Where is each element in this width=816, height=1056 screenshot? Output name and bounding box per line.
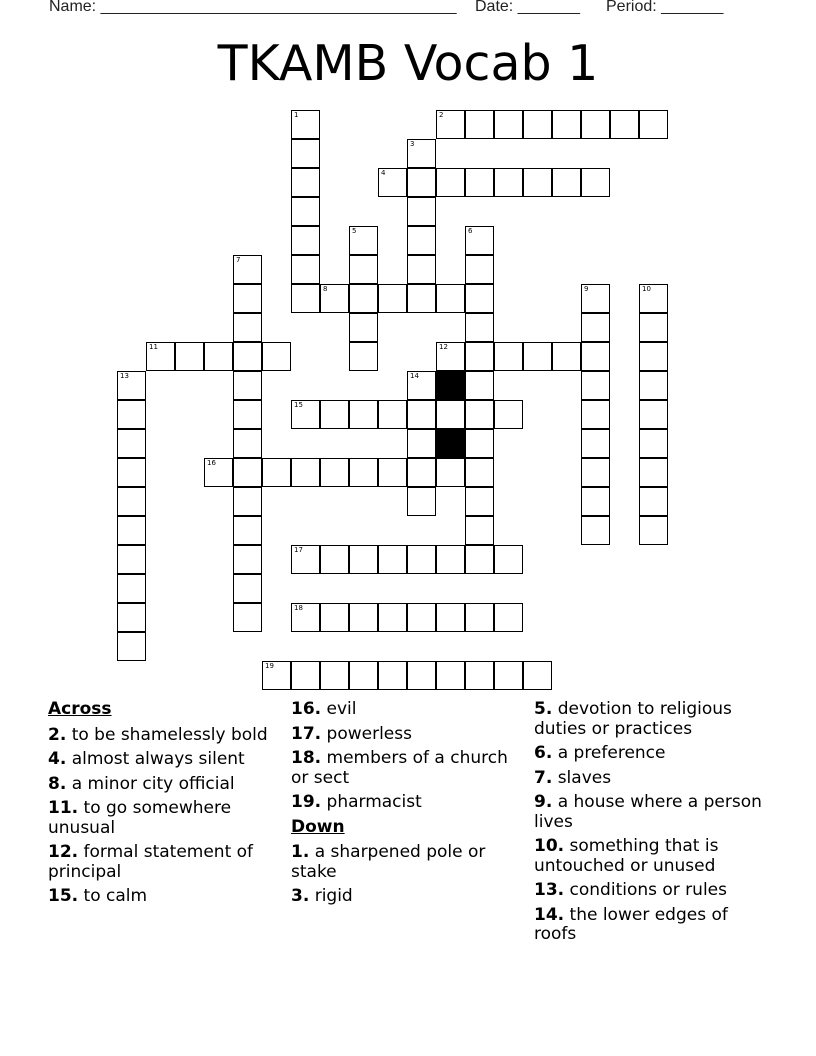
grid-cell[interactable] [465, 545, 494, 574]
down-heading: Down [291, 816, 345, 837]
grid-cell[interactable] [639, 371, 668, 400]
grid-cell[interactable] [233, 429, 262, 458]
grid-cell[interactable] [291, 255, 320, 284]
clue-num: 9. [534, 792, 553, 812]
across-clue [48, 775, 280, 795]
clue-num: 8. [48, 773, 67, 794]
clue-number: 7 [236, 256, 241, 264]
blocked-cell [436, 371, 465, 400]
grid-cell[interactable] [494, 545, 523, 574]
grid-cell[interactable] [146, 342, 175, 371]
grid-cell[interactable] [436, 545, 465, 574]
grid-cell[interactable] [407, 487, 436, 516]
clue-num: 3. [291, 886, 310, 906]
grid-cell[interactable] [523, 168, 552, 197]
grid-cell[interactable] [494, 168, 523, 197]
grid-cell[interactable] [349, 255, 378, 284]
clue-number: 14 [410, 372, 419, 380]
grid-cell[interactable] [494, 400, 523, 429]
clue-num: 19. [291, 792, 322, 812]
grid-cell[interactable] [320, 661, 349, 690]
clue-number: 3 [410, 140, 415, 148]
grid-cell[interactable] [639, 516, 668, 545]
clue-num: 18. [291, 748, 322, 768]
clue-text: powerless [321, 723, 412, 744]
grid-cell[interactable] [407, 139, 436, 168]
across-clue [291, 700, 523, 720]
grid-cell[interactable] [465, 400, 494, 429]
across-clue [48, 726, 280, 746]
clue-num: 12. [48, 842, 79, 862]
clue-num: 5. [534, 699, 553, 719]
clues-column-3 [534, 700, 766, 950]
down-clue [291, 843, 523, 882]
grid-cell[interactable] [436, 284, 465, 313]
grid-cell[interactable] [552, 110, 581, 139]
clue-num: 2. [48, 724, 67, 745]
grid-cell[interactable] [204, 458, 233, 487]
grid-cell[interactable] [407, 168, 436, 197]
grid-cell[interactable] [349, 545, 378, 574]
grid-cell[interactable] [233, 255, 262, 284]
clue-number: 10 [642, 285, 651, 293]
grid-cell[interactable] [117, 458, 146, 487]
grid-cell[interactable] [175, 342, 204, 371]
clues-column-2 [291, 700, 523, 912]
grid-cell[interactable] [552, 342, 581, 371]
grid-cell[interactable] [204, 342, 233, 371]
across-clue [48, 843, 280, 882]
clue-number: 19 [265, 662, 274, 670]
clue-number: 8 [323, 285, 328, 293]
grid-cell[interactable] [581, 168, 610, 197]
grid-cell[interactable] [117, 487, 146, 516]
down-clue [291, 887, 523, 907]
grid-cell[interactable] [233, 574, 262, 603]
grid-cell[interactable] [581, 110, 610, 139]
grid-cell[interactable] [233, 284, 262, 313]
grid-cell[interactable] [117, 603, 146, 632]
clue-num: 1. [291, 842, 310, 862]
clue-text: pharmacist [321, 792, 422, 812]
grid-cell[interactable] [291, 284, 320, 313]
grid-cell[interactable] [465, 255, 494, 284]
grid-cell[interactable] [465, 342, 494, 371]
grid-cell[interactable] [291, 661, 320, 690]
grid-cell[interactable] [465, 110, 494, 139]
grid-cell[interactable] [233, 487, 262, 516]
grid-cell[interactable] [465, 226, 494, 255]
grid-cell[interactable] [465, 284, 494, 313]
clue-number: 18 [294, 604, 303, 612]
grid-cell[interactable] [523, 342, 552, 371]
clue-text: the lower edges of roofs [534, 904, 728, 944]
clue-number: 2 [439, 111, 444, 119]
grid-cell[interactable] [349, 603, 378, 632]
down-clue [534, 700, 766, 739]
grid-cell[interactable] [349, 284, 378, 313]
grid-cell[interactable] [465, 516, 494, 545]
grid-cell[interactable] [291, 139, 320, 168]
grid-cell[interactable] [639, 342, 668, 371]
grid-cell[interactable] [291, 226, 320, 255]
grid-cell[interactable] [436, 168, 465, 197]
grid-cell[interactable] [233, 371, 262, 400]
clue-number: 13 [120, 372, 129, 380]
grid-cell[interactable] [465, 603, 494, 632]
grid-cell[interactable] [117, 371, 146, 400]
grid-cell[interactable] [320, 545, 349, 574]
grid-cell[interactable] [407, 603, 436, 632]
date-field-label: Date: _______ [475, 0, 580, 15]
clue-text: a sharpened pole or stake [291, 842, 486, 882]
grid-cell[interactable] [581, 400, 610, 429]
clue-number: 12 [439, 343, 448, 351]
blocked-cell [436, 429, 465, 458]
grid-cell[interactable] [117, 429, 146, 458]
clue-text: to go somewhere unusual [48, 798, 232, 838]
grid-cell[interactable] [320, 458, 349, 487]
grid-cell[interactable] [552, 168, 581, 197]
grid-cell[interactable] [639, 429, 668, 458]
clue-number: 11 [149, 343, 158, 351]
grid-cell[interactable] [291, 197, 320, 226]
grid-cell[interactable] [639, 400, 668, 429]
grid-cell[interactable] [291, 168, 320, 197]
across-clue [48, 887, 280, 907]
grid-cell[interactable] [494, 661, 523, 690]
grid-cell[interactable] [291, 400, 320, 429]
grid-cell[interactable] [117, 545, 146, 574]
period-field-label: Period: _______ [606, 0, 724, 15]
grid-cell[interactable] [117, 632, 146, 661]
grid-cell[interactable] [233, 400, 262, 429]
grid-cell[interactable] [378, 458, 407, 487]
clue-text: a preference [552, 743, 666, 763]
grid-cell[interactable] [349, 226, 378, 255]
grid-cell[interactable] [349, 458, 378, 487]
grid-cell[interactable] [378, 284, 407, 313]
clue-number: 9 [584, 285, 589, 293]
grid-cell[interactable] [349, 400, 378, 429]
grid-cell[interactable] [233, 516, 262, 545]
clue-number: 16 [207, 459, 216, 467]
grid-cell[interactable] [320, 400, 349, 429]
grid-cell[interactable] [262, 342, 291, 371]
grid-cell[interactable] [610, 110, 639, 139]
down-clue [534, 744, 766, 764]
clue-text: to calm [78, 886, 148, 906]
grid-cell[interactable] [639, 110, 668, 139]
grid-cell[interactable] [378, 168, 407, 197]
grid-cell[interactable] [465, 429, 494, 458]
grid-cell[interactable] [233, 342, 262, 371]
name-field-label: Name: ________________________________________ [49, 0, 457, 15]
grid-cell[interactable] [523, 110, 552, 139]
grid-cell[interactable] [581, 342, 610, 371]
grid-cell[interactable] [639, 458, 668, 487]
grid-cell[interactable] [349, 661, 378, 690]
grid-cell[interactable] [291, 603, 320, 632]
grid-cell[interactable] [233, 313, 262, 342]
grid-cell[interactable] [378, 603, 407, 632]
grid-cell[interactable] [378, 400, 407, 429]
grid-cell[interactable] [407, 458, 436, 487]
grid-cell[interactable] [436, 342, 465, 371]
down-clue [534, 881, 766, 901]
clue-text: devotion to religious duties or practices [534, 699, 732, 739]
clue-num: 16. [291, 699, 322, 719]
grid-cell[interactable] [407, 661, 436, 690]
across-clue [48, 799, 280, 838]
clue-num: 11. [48, 798, 79, 818]
clue-text: a minor city official [66, 773, 235, 794]
clue-text: to be shamelessly bold [66, 724, 268, 745]
across-clue [291, 793, 523, 813]
grid-cell[interactable] [581, 458, 610, 487]
grid-cell[interactable] [581, 284, 610, 313]
clue-number: 15 [294, 401, 303, 409]
clue-num: 15. [48, 886, 79, 906]
grid-cell[interactable] [436, 661, 465, 690]
grid-cell[interactable] [436, 400, 465, 429]
grid-cell[interactable] [320, 603, 349, 632]
grid-cell[interactable] [465, 371, 494, 400]
clue-num: 13. [534, 880, 565, 900]
clue-num: 6. [534, 743, 553, 763]
clue-text: rigid [309, 886, 353, 906]
grid-cell[interactable] [581, 429, 610, 458]
grid-cell[interactable] [233, 458, 262, 487]
grid-cell[interactable] [639, 284, 668, 313]
grid-cell[interactable] [407, 371, 436, 400]
grid-cell[interactable] [262, 458, 291, 487]
grid-cell[interactable] [465, 487, 494, 516]
clue-number: 6 [468, 227, 473, 235]
grid-cell[interactable] [494, 603, 523, 632]
grid-cell[interactable] [407, 226, 436, 255]
across-clue [48, 750, 280, 770]
grid-cell[interactable] [291, 458, 320, 487]
grid-cell[interactable] [320, 284, 349, 313]
grid-cell[interactable] [465, 661, 494, 690]
grid-cell[interactable] [349, 342, 378, 371]
grid-cell[interactable] [117, 516, 146, 545]
page-title: TKAMB Vocab 1 [217, 35, 599, 92]
grid-cell[interactable] [407, 545, 436, 574]
clue-text: slaves [552, 767, 612, 788]
clue-text: members of a church or sect [291, 748, 508, 788]
grid-cell[interactable] [291, 545, 320, 574]
clue-text: something that is untouched or unused [534, 836, 719, 876]
clue-number: 1 [294, 111, 299, 119]
down-clue [534, 793, 766, 832]
clue-text: formal statement of principal [48, 842, 254, 882]
down-clue [534, 769, 766, 789]
grid-cell[interactable] [378, 545, 407, 574]
clue-text: a house where a person lives [534, 792, 762, 832]
across-clue [291, 749, 523, 788]
grid-cell[interactable] [291, 110, 320, 139]
grid-cell[interactable] [436, 110, 465, 139]
clue-num: 17. [291, 723, 322, 744]
clue-text: conditions or rules [564, 880, 727, 900]
grid-cell[interactable] [465, 168, 494, 197]
down-clue [534, 906, 766, 945]
grid-cell[interactable] [349, 313, 378, 342]
clues-column-1 [48, 700, 280, 912]
clue-num: 10. [534, 836, 565, 856]
clue-number: 17 [294, 546, 303, 554]
grid-cell[interactable] [407, 400, 436, 429]
grid-cell[interactable] [581, 487, 610, 516]
grid-cell[interactable] [465, 313, 494, 342]
grid-cell[interactable] [436, 458, 465, 487]
clue-num: 4. [48, 749, 67, 769]
grid-cell[interactable] [639, 313, 668, 342]
clue-number: 5 [352, 227, 357, 235]
grid-cell[interactable] [494, 110, 523, 139]
grid-cell[interactable] [494, 342, 523, 371]
grid-cell[interactable] [436, 603, 465, 632]
grid-cell[interactable] [233, 545, 262, 574]
clue-num: 14. [534, 904, 565, 925]
clue-number: 4 [381, 169, 386, 177]
across-clue [291, 725, 523, 745]
grid-cell[interactable] [581, 313, 610, 342]
grid-cell[interactable] [233, 603, 262, 632]
grid-cell[interactable] [407, 255, 436, 284]
grid-cell[interactable] [407, 197, 436, 226]
grid-cell[interactable] [407, 284, 436, 313]
grid-cell[interactable] [262, 661, 291, 690]
across-heading: Across [48, 699, 112, 719]
grid-cell[interactable] [117, 400, 146, 429]
clue-text: evil [321, 699, 357, 719]
grid-cell[interactable] [581, 371, 610, 400]
grid-cell[interactable] [523, 661, 552, 690]
grid-cell[interactable] [378, 661, 407, 690]
grid-cell[interactable] [581, 516, 610, 545]
down-clue [534, 837, 766, 876]
grid-cell[interactable] [639, 487, 668, 516]
grid-cell[interactable] [465, 458, 494, 487]
clue-text: almost always silent [66, 749, 245, 769]
clue-num: 7. [534, 767, 553, 788]
grid-cell[interactable] [407, 429, 436, 458]
grid-cell[interactable] [117, 574, 146, 603]
